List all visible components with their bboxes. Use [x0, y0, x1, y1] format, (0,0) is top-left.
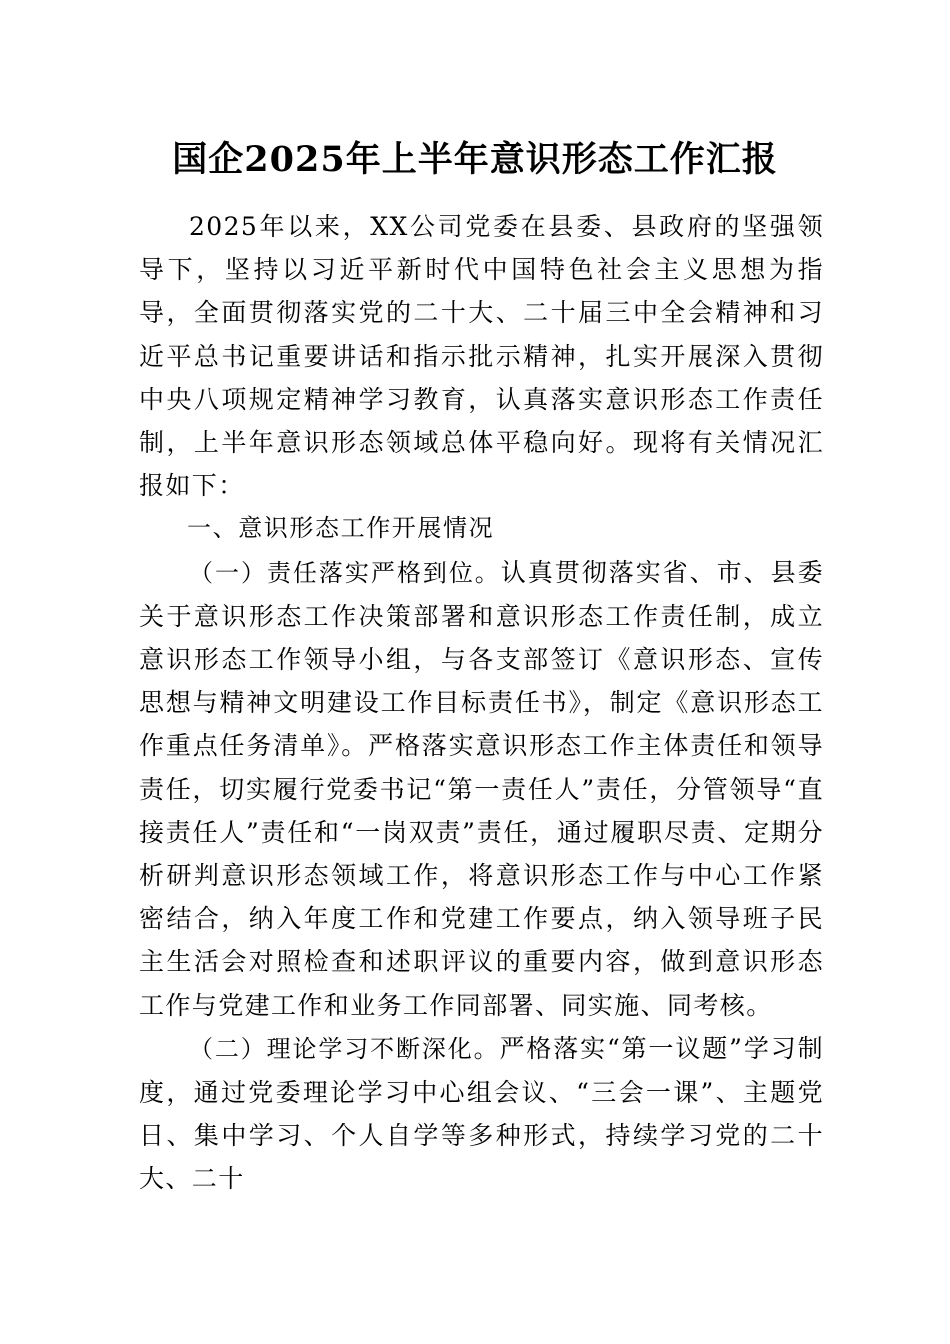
section-heading: 一、意识形态工作开展情况	[187, 514, 495, 543]
subsection-paragraph-1	[139, 551, 824, 1027]
subsection-text-1: 认真贯彻落实省、市、县委关于意识形态工作决策部署和意识形态工作责任制，成立意识形态工作领导小组，与各支部签订《意识形态、宣传思想与精神文明建设工作目标责任书》，制定《意识形态工作重点任务清单》。严格落实意识形态工作主体责任和领导责任，切实履行党委书记“第一责任人”责任，分管领导“直接责任人”责任和“一岗双责”责任，通过履职尽责、定期分析研判意识形态领域工作，将意识形态工作与中心工作紧密结合，纳入年度工作和党建工作要点，纳入领导班子民主生活会对照检查和述职评议的重要内容，做到意识形态工作与党建工作和业务工作同部署、同实施、同考核。	[139, 557, 824, 1020]
subsection-lead-1: （一）责任落实严格到位。	[189, 558, 501, 587]
document-body	[139, 205, 824, 1201]
intro-paragraph: 2025年以来，XX公司党委在县委、县政府的坚强领导下，坚持以习近平新时代中国特色社会主义思想为指导，全面贯彻落实党的二十大、二十届三中全会精神和习近平总书记重要讲话和指示批示精神，扎实开展深入贯彻中央八项规定精神学习教育，认真落实意识形态工作责任制，上半年意识形态领域总体平稳向好。现将有关情况汇报如下：	[139, 212, 824, 501]
subsection-text-2: 严格落实“第一议题”学习制度，通过党委理论学习中心组会议、“三会一课”、主题党日、集中学习、个人自学等多种形式，持续学习党的二十大、二十	[139, 1033, 824, 1194]
subsection-lead-2: （二）理论学习不断深化。	[189, 1034, 500, 1063]
document-title: 国企2025年上半年意识形态工作汇报	[172, 139, 778, 180]
subsection-paragraph-2	[139, 1027, 824, 1201]
